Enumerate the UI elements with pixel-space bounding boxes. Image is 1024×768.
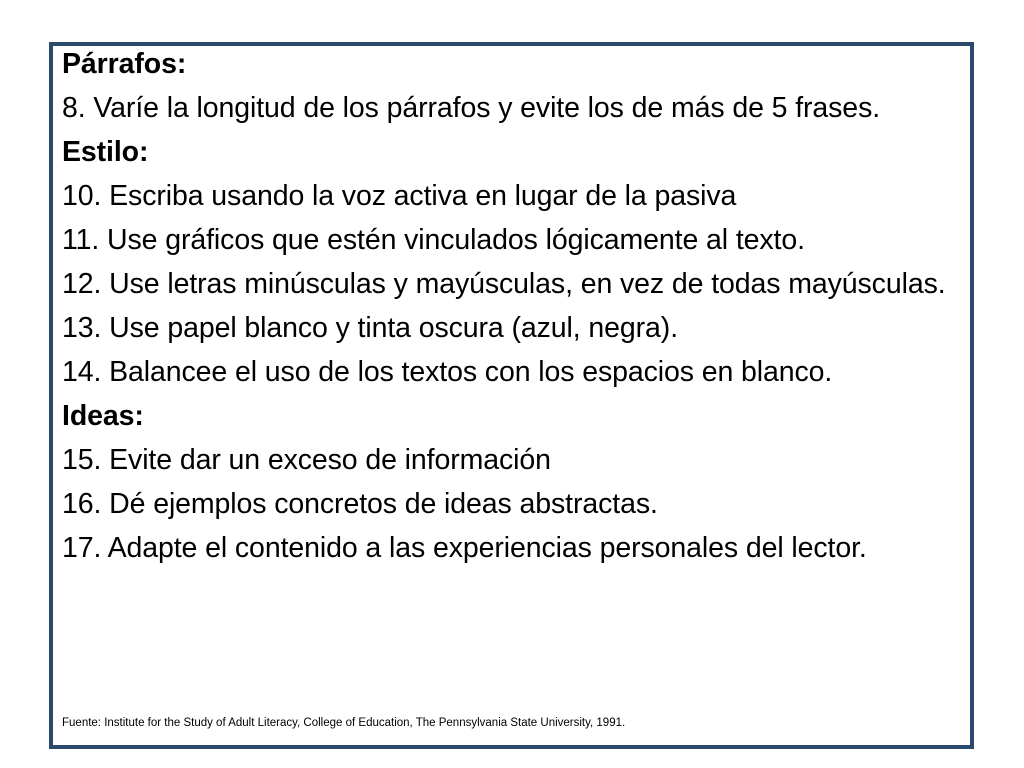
list-item-17: 17. Adapte el contenido a las experiencias personales del lector.	[62, 532, 867, 564]
source-citation: Fuente: Institute for the Study of Adult Literacy, College of Education, The Pennsylvania State University, 1991.	[62, 717, 626, 729]
heading-parrafos: Párrafos:	[62, 48, 187, 80]
list-item-16: 16. Dé ejemplos concretos de ideas abstractas.	[62, 488, 658, 520]
list-item-11: 11. Use gráficos que estén vinculados lógicamente al texto.	[62, 224, 805, 256]
list-item-13: 13. Use papel blanco y tinta oscura (azul, negra).	[62, 312, 679, 344]
list-item-15: 15. Evite dar un exceso de información	[62, 444, 551, 476]
heading-ideas: Ideas:	[62, 400, 144, 432]
heading-estilo: Estilo:	[62, 136, 149, 168]
slide-content	[62, 50, 962, 578]
list-item-10: 10. Escriba usando la voz activa en lugar de la pasiva	[62, 180, 737, 212]
list-item-14: 14. Balancee el uso de los textos con los espacios en blanco.	[62, 356, 833, 388]
list-item-8: 8. Varíe la longitud de los párrafos y evite los de más de 5 frases.	[62, 92, 881, 124]
list-item-12: 12. Use letras minúsculas y mayúsculas, en vez de todas mayúsculas.	[62, 268, 946, 300]
